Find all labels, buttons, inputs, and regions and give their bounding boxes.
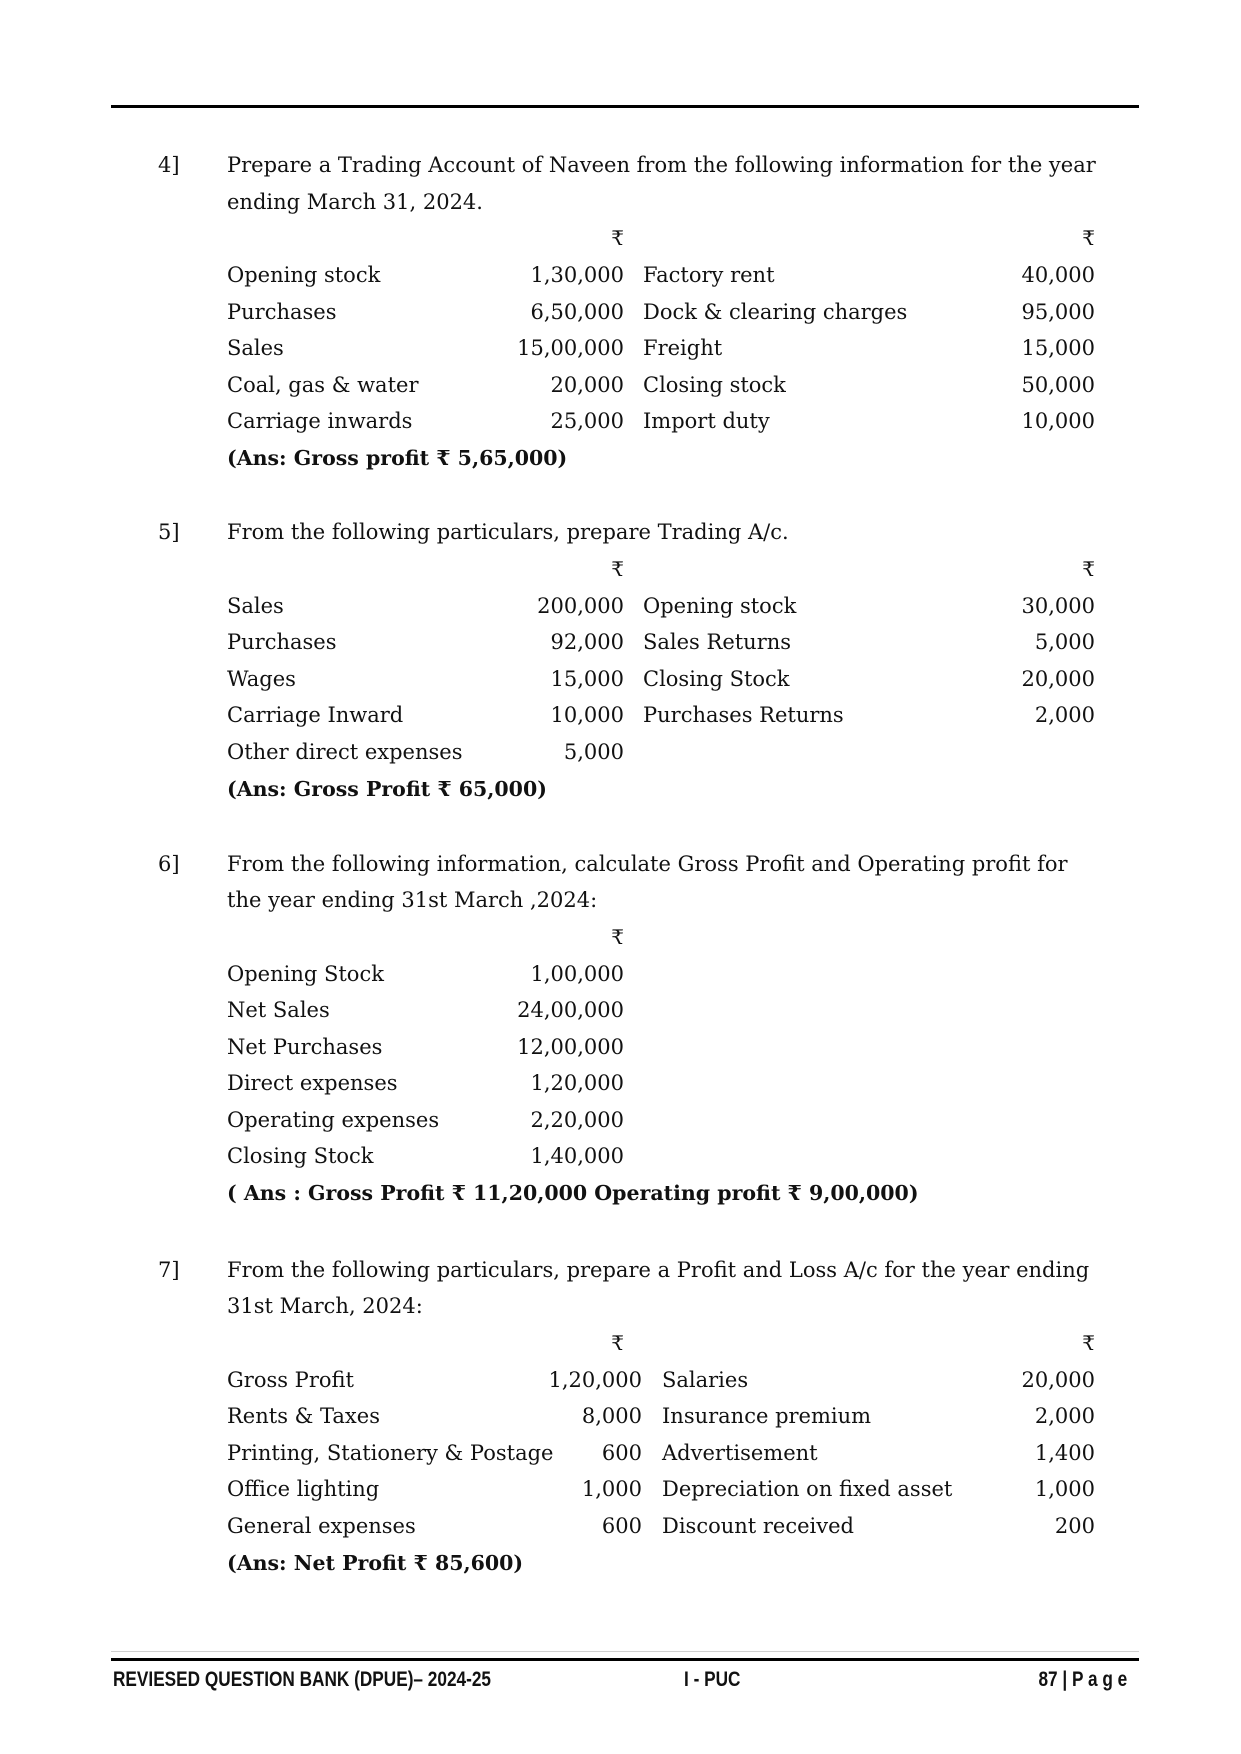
item-value: 5,000 <box>1034 630 1095 654</box>
item-label: Printing, Stationery & Postage <box>227 1441 554 1465</box>
item-label: Insurance premium <box>662 1404 872 1428</box>
answer: (Ans: Gross Profit ₹ 65,000) <box>227 777 547 801</box>
item-label: Sales <box>227 594 284 618</box>
rupee-icon: ₹ <box>611 925 624 949</box>
footer-rule <box>111 1658 1139 1661</box>
header-rule <box>111 105 1139 108</box>
rupee-icon: ₹ <box>611 226 624 250</box>
item-label: Freight <box>643 336 723 360</box>
question-text-line: ending March 31, 2024. <box>227 190 483 214</box>
item-value: 8,000 <box>581 1404 642 1428</box>
item-value: 2,000 <box>1034 703 1095 727</box>
item-label: Net Sales <box>227 998 330 1022</box>
question-text-line: Prepare a Trading Account of Naveen from the following information for the year <box>227 153 1096 177</box>
item-value: 20,000 <box>1021 1368 1095 1392</box>
answer: (Ans: Gross profit ₹ 5,65,000) <box>227 446 568 470</box>
item-label: Purchases Returns <box>643 703 844 727</box>
item-value: 1,20,000 <box>548 1368 642 1392</box>
item-value: 50,000 <box>1021 373 1095 397</box>
question-number: 4] <box>158 153 180 177</box>
rupee-icon: ₹ <box>1082 557 1095 581</box>
rupee-icon: ₹ <box>611 557 624 581</box>
item-label: Carriage inwards <box>227 409 413 433</box>
item-value: 10,000 <box>1021 409 1095 433</box>
item-value: 15,000 <box>1021 336 1095 360</box>
item-value: 5,000 <box>563 740 624 764</box>
footer-rule-thin <box>111 1651 1139 1652</box>
question-text-line: From the following information, calculate Gross Profit and Operating profit for <box>227 852 1068 876</box>
item-label: Direct expenses <box>227 1071 398 1095</box>
item-value: 600 <box>601 1441 642 1465</box>
item-value: 600 <box>601 1514 642 1538</box>
item-value: 1,40,000 <box>530 1144 624 1168</box>
rupee-icon: ₹ <box>611 1331 624 1355</box>
item-value: 1,000 <box>581 1477 642 1501</box>
item-label: Advertisement <box>662 1441 818 1465</box>
item-label: Coal, gas & water <box>227 373 419 397</box>
item-label: Opening stock <box>227 263 381 287</box>
item-label: Depreciation on fixed asset <box>662 1477 953 1501</box>
item-value: 1,400 <box>1034 1441 1095 1465</box>
item-label: Salaries <box>662 1368 749 1392</box>
rupee-icon: ₹ <box>1082 226 1095 250</box>
footer-page-number: 87 | P a g e <box>1038 1668 1127 1691</box>
item-value: 25,000 <box>550 409 624 433</box>
item-value: 1,30,000 <box>530 263 624 287</box>
item-value: 6,50,000 <box>530 300 624 324</box>
item-label: Other direct expenses <box>227 740 463 764</box>
item-value: 1,20,000 <box>530 1071 624 1095</box>
item-value: 12,00,000 <box>517 1035 624 1059</box>
answer: ( Ans : Gross Profit ₹ 11,20,000 Operating profit ₹ 9,00,000) <box>227 1181 919 1205</box>
item-value: 1,000 <box>1034 1477 1095 1501</box>
item-label: Purchases <box>227 300 337 324</box>
item-label: Opening stock <box>643 594 797 618</box>
item-label: Closing stock <box>643 373 786 397</box>
item-label: Closing Stock <box>227 1144 374 1168</box>
question-number: 5] <box>158 520 180 544</box>
item-value: 24,00,000 <box>517 998 624 1022</box>
question-number: 6] <box>158 852 180 876</box>
item-value: 95,000 <box>1021 300 1095 324</box>
item-label: Sales Returns <box>643 630 792 654</box>
item-value: 2,20,000 <box>530 1108 624 1132</box>
item-value: 10,000 <box>550 703 624 727</box>
answer: (Ans: Net Profit ₹ 85,600) <box>227 1551 524 1575</box>
item-value: 200 <box>1054 1514 1095 1538</box>
question-text-line: 31st March, 2024: <box>227 1294 423 1318</box>
rupee-icon: ₹ <box>1082 1331 1095 1355</box>
item-label: Wages <box>227 667 296 691</box>
item-value: 20,000 <box>550 373 624 397</box>
item-label: Rents & Taxes <box>227 1404 380 1428</box>
item-label: Office lighting <box>227 1477 380 1501</box>
question-text-line: From the following particulars, prepare a Profit and Loss A/c for the year ending <box>227 1258 1090 1282</box>
item-label: Opening Stock <box>227 962 384 986</box>
footer-class: I - PUC <box>684 1668 741 1691</box>
item-label: Dock & clearing charges <box>643 300 908 324</box>
item-value: 15,00,000 <box>517 336 624 360</box>
item-label: Closing Stock <box>643 667 790 691</box>
item-value: 15,000 <box>550 667 624 691</box>
item-label: Operating expenses <box>227 1108 440 1132</box>
item-label: General expenses <box>227 1514 416 1538</box>
question-number: 7] <box>158 1258 180 1282</box>
item-value: 30,000 <box>1021 594 1095 618</box>
item-label: Discount received <box>662 1514 855 1538</box>
item-value: 92,000 <box>550 630 624 654</box>
item-value: 40,000 <box>1021 263 1095 287</box>
item-value: 1,00,000 <box>530 962 624 986</box>
item-label: Sales <box>227 336 284 360</box>
item-value: 200,000 <box>537 594 624 618</box>
footer-title: REVIESED QUESTION BANK (DPUE)– 2024-25 <box>113 1668 491 1691</box>
question-text-line: From the following particulars, prepare Trading A/c. <box>227 520 789 544</box>
item-label: Import duty <box>643 409 770 433</box>
item-label: Net Purchases <box>227 1035 383 1059</box>
item-value: 20,000 <box>1021 667 1095 691</box>
item-label: Gross Profit <box>227 1368 354 1392</box>
item-label: Carriage Inward <box>227 703 404 727</box>
item-label: Factory rent <box>643 263 775 287</box>
item-label: Purchases <box>227 630 337 654</box>
question-text-line: the year ending 31st March ,2024: <box>227 888 598 912</box>
item-value: 2,000 <box>1034 1404 1095 1428</box>
